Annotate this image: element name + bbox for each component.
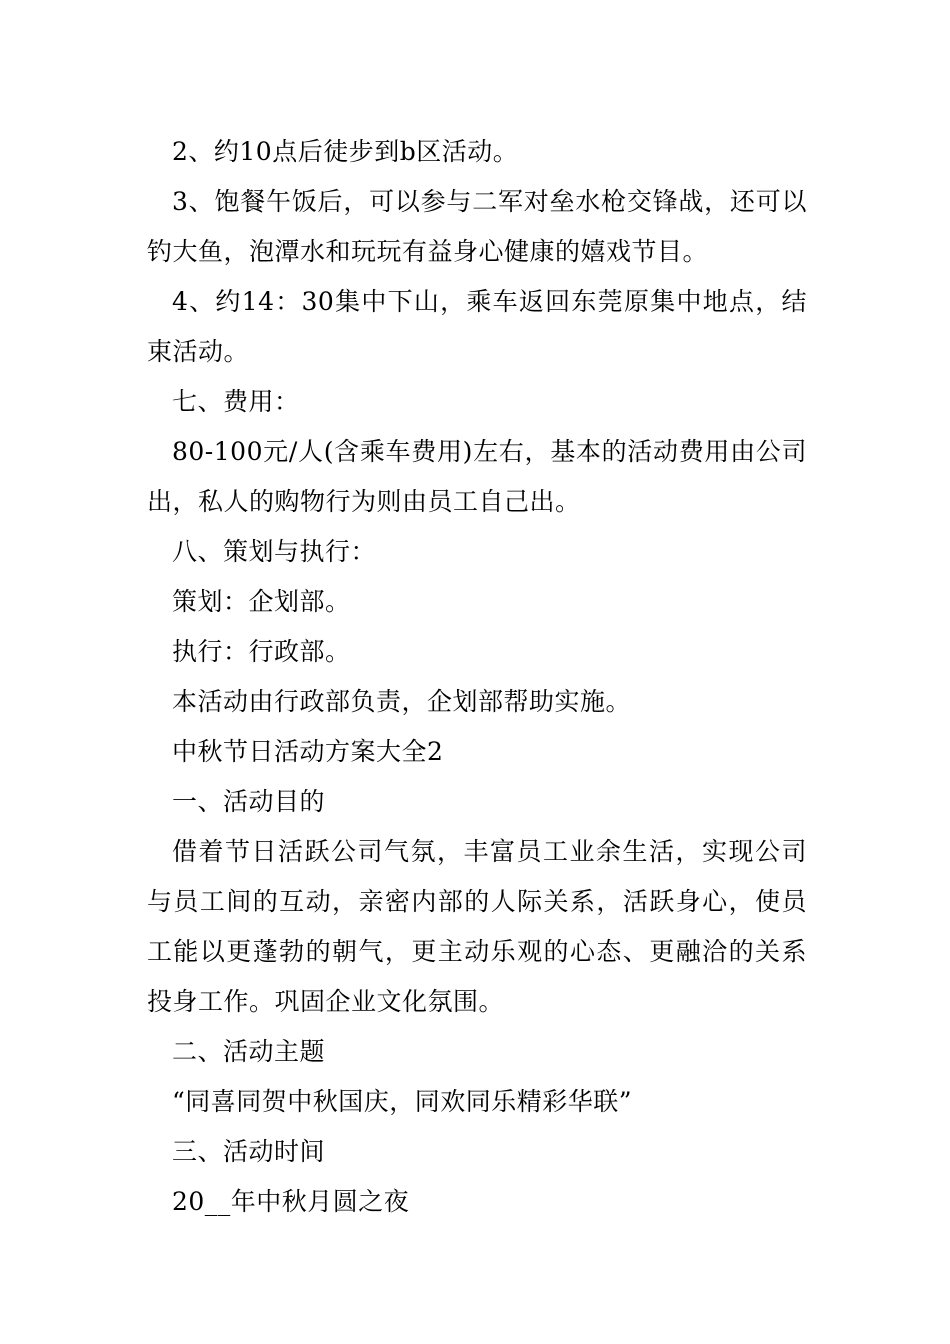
section-heading-cost: 七、费用： — [172, 387, 300, 416]
cost-paragraph: 80-100元/人(含乘车费用)左右，基本的活动费用由公司出，私人的购物行为则由员工自己出。 — [147, 437, 807, 516]
purpose-paragraph: 借着节日活跃公司气氛，丰富员工业余生活，实现公司与员工间的互动，亲密内部的人际关系，活跃身心，使员工能以更蓬勃的朝气，更主动乐观的心态、更融洽的关系投身工作。巩固企业文化氛围。 — [147, 837, 807, 1016]
schedule-item-2: 2、约10点后徒步到b区活动。 — [172, 137, 519, 166]
schedule-item-4: 4、约14：30集中下山，乘车返回东莞原集中地点，结束活动。 — [147, 287, 807, 366]
execution-line: 执行：行政部。 — [172, 637, 351, 666]
responsibility-line: 本活动由行政部负责，企划部帮助实施。 — [172, 687, 632, 716]
schedule-item-3: 3、饱餐午饭后，可以参与二军对垒水枪交锋战，还可以钓大鱼，泡潭水和玩玩有益身心健康的嬉戏节目。 — [147, 187, 807, 266]
section-heading-planning: 八、策划与执行： — [172, 537, 377, 566]
section-heading-theme: 二、活动主题 — [172, 1037, 326, 1066]
time-line: 20__年中秋月圆之夜 — [172, 1187, 410, 1216]
section-heading-purpose: 一、活动目的 — [172, 787, 326, 816]
section-heading-time: 三、活动时间 — [172, 1137, 326, 1166]
plan-title: 中秋节日活动方案大全2 — [172, 737, 444, 766]
planning-line: 策划：企划部。 — [172, 587, 351, 616]
theme-slogan: “同喜同贺中秋国庆，同欢同乐精彩华联” — [172, 1087, 633, 1116]
